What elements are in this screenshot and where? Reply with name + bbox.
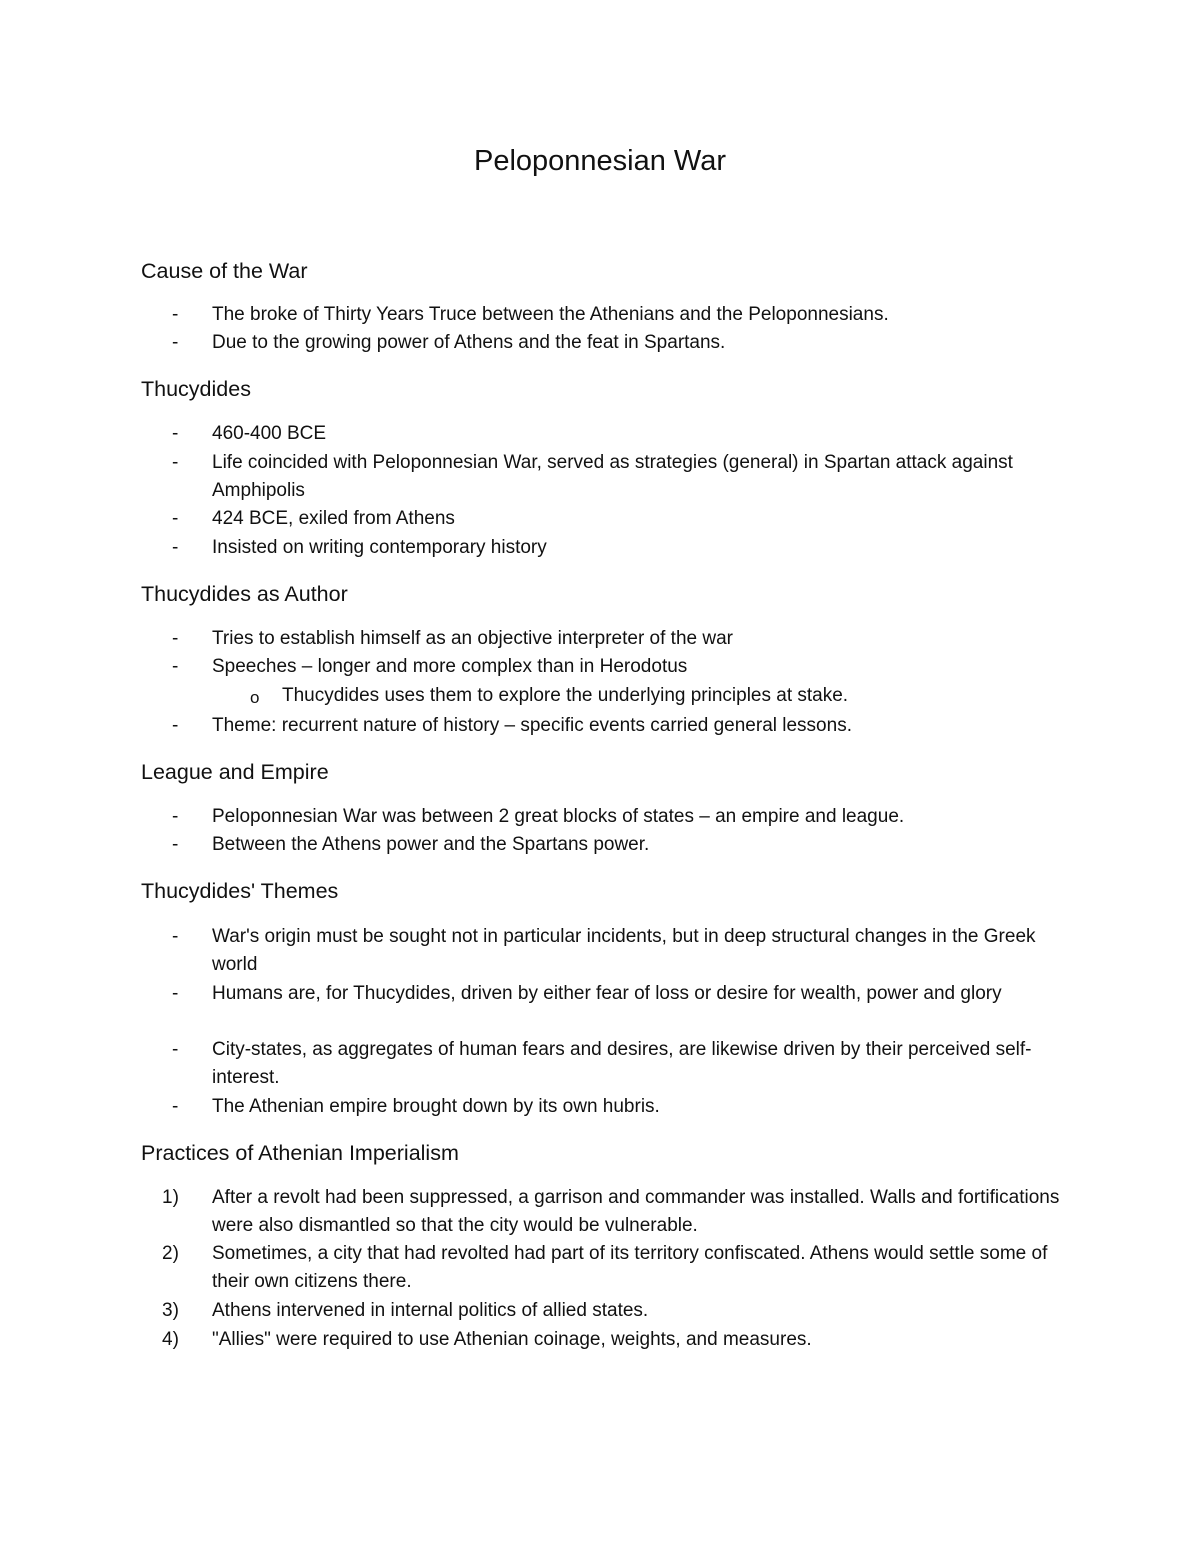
number-marker: 3) xyxy=(162,1300,179,1321)
dash-marker: - xyxy=(172,304,179,325)
section-heading-practices-of-athenian-imperialism: Practices of Athenian Imperialism xyxy=(141,1141,459,1165)
list-item-text: Theme: recurrent nature of history – specific events carried general lessons. xyxy=(212,715,852,736)
dash-marker: - xyxy=(172,628,179,649)
section-heading-cause-of-the-war: Cause of the War xyxy=(141,259,308,283)
dash-marker: - xyxy=(172,452,179,473)
number-marker: 1) xyxy=(162,1187,179,1208)
dash-marker: - xyxy=(172,834,179,855)
list-item-text: The Athenian empire brought down by its own hubris. xyxy=(212,1096,660,1117)
dash-marker: - xyxy=(172,537,179,558)
dash-marker: - xyxy=(172,508,179,529)
list-item-text: After a revolt had been suppressed, a garrison and commander was installed. Walls and fortifications were also dismantled so that the city would be vulnerable. xyxy=(212,1187,1060,1237)
list-item-text: The broke of Thirty Years Truce between the Athenians and the Peloponnesians. xyxy=(212,304,889,325)
list-item-text: Between the Athens power and the Spartans power. xyxy=(212,834,650,855)
section-heading-thucydides-themes: Thucydides' Themes xyxy=(141,879,339,903)
list-item-text: Athens intervened in internal politics of allied states. xyxy=(212,1300,649,1321)
list-item-text: Speeches – longer and more complex than in Herodotus xyxy=(212,656,688,677)
list-item-text: Due to the growing power of Athens and the feat in Spartans. xyxy=(212,332,726,353)
sub-list-item-text: Thucydides uses them to explore the underlying principles at stake. xyxy=(282,685,849,706)
number-marker: 2) xyxy=(162,1243,179,1264)
list-item-text: Sometimes, a city that had revolted had part of its territory confiscated. Athens would settle some of their own citizens there. xyxy=(212,1243,1048,1293)
dash-marker: - xyxy=(172,423,179,444)
dash-marker: - xyxy=(172,983,179,1004)
circle-bullet-marker: o xyxy=(250,688,260,707)
document-title: Peloponnesian War xyxy=(473,145,727,177)
dash-marker: - xyxy=(172,715,179,736)
list-item-text: 460-400 BCE xyxy=(212,423,327,444)
list-item-text: Humans are, for Thucydides, driven by either fear of loss or desire for wealth, power and glory xyxy=(212,983,1002,1004)
list-item-text: 424 BCE, exiled from Athens xyxy=(212,508,455,529)
section-heading-thucydides-as-author: Thucydides as Author xyxy=(141,582,348,606)
dash-marker: - xyxy=(172,332,179,353)
number-marker: 4) xyxy=(162,1329,179,1350)
list-item-text: Life coincided with Peloponnesian War, served as strategies (general) in Spartan attack against Amphipolis xyxy=(212,452,1013,502)
dash-marker: - xyxy=(172,656,179,677)
list-item-text: City-states, as aggregates of human fears and desires, are likewise driven by their perceived self-interest. xyxy=(212,1039,1032,1089)
list-item-text: Tries to establish himself as an objective interpreter of the war xyxy=(212,628,733,649)
dash-marker: - xyxy=(172,1039,179,1060)
dash-marker: - xyxy=(172,806,179,827)
dash-marker: - xyxy=(172,926,179,947)
list-item-text: Insisted on writing contemporary history xyxy=(212,537,547,558)
section-heading-thucydides: Thucydides xyxy=(141,377,251,401)
list-item-text: Peloponnesian War was between 2 great blocks of states – an empire and league. xyxy=(212,806,905,827)
section-heading-league-and-empire: League and Empire xyxy=(141,760,329,784)
dash-marker: - xyxy=(172,1096,179,1117)
list-item-text: War's origin must be sought not in particular incidents, but in deep structural changes in the Greek world xyxy=(212,926,1036,976)
list-item-text: "Allies" were required to use Athenian coinage, weights, and measures. xyxy=(212,1329,812,1350)
